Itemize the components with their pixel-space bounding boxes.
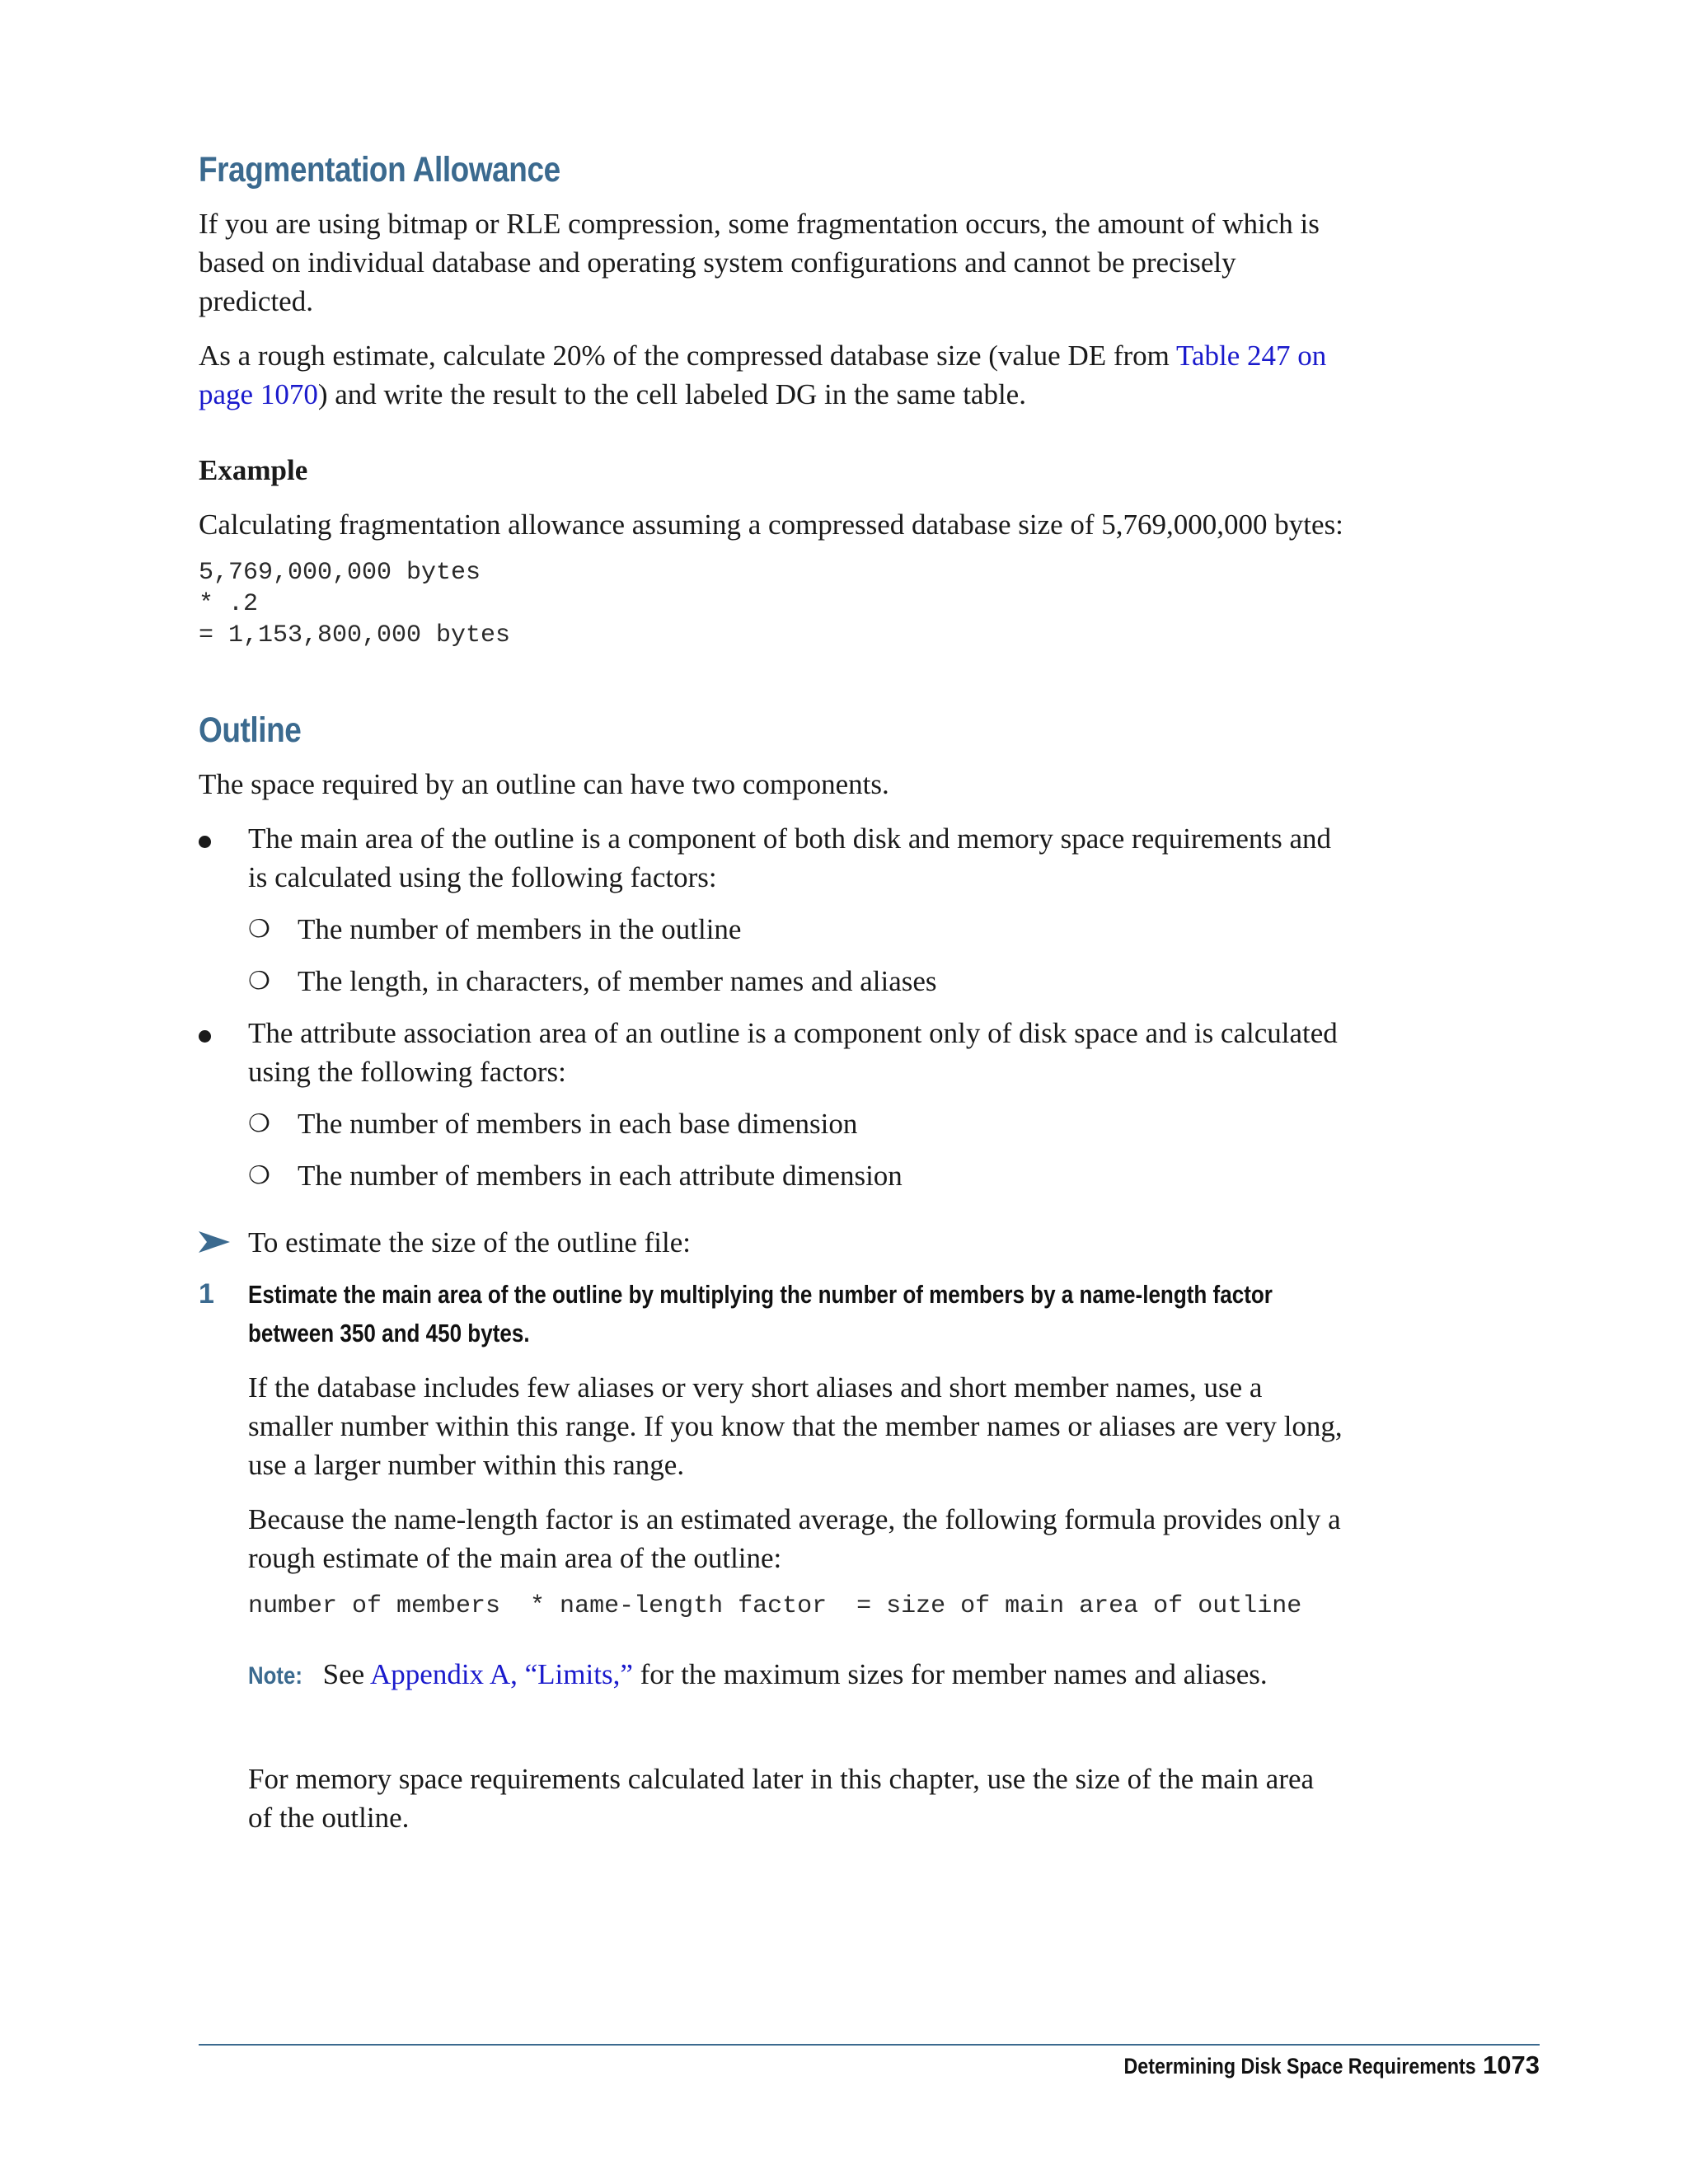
sub-list-item [199,1156,1344,1195]
bullet-text: The attribute association area of an outline is a component only of disk space and is calculated using the following factors: [248,1017,1338,1088]
code-line: 5,769,000,000 bytes [199,559,481,587]
procedure-arrow-icon [199,1230,232,1254]
code-line: = 1,153,800,000 bytes [199,621,511,649]
page-content [199,147,1344,1837]
fragmentation-paragraph-2-start: As a rough estimate, calculate 20% of the compressed database size (value DE from [199,340,1177,372]
bullet-text: The main area of the outline is a component of both disk and memory space requirements and is calculated using the following factors: [248,823,1332,893]
step-instruction: Estimate the main area of the outline by multiplying the number of members by a name-length factor between 350 and 450 bytes. [248,1280,1273,1347]
example-code-block [199,557,1344,651]
procedure-intro-text: To estimate the size of the outline file: [248,1226,691,1258]
table-247-link[interactable]: Table 247 on page 1070 [199,340,1327,410]
step-paragraph-3: For memory space requirements calculated later in this chapter, use the size of the main area of the outline. [248,1763,1315,1834]
formula-code: number of members * name-length factor = size of main area of outline [248,1592,1302,1620]
page-footer [1067,2050,1540,2080]
sub-list-item [199,962,1344,1001]
section-heading-outline: Outline [199,710,302,750]
sub-list-item [199,910,1344,949]
example-heading: Example [199,454,308,486]
appendix-a-link[interactable]: Appendix A, “Limits,” [370,1658,633,1690]
page-number: 1073 [1483,2050,1540,2079]
note-label: Note: [248,1662,302,1690]
sub-item-text: The number of members in the outline [298,913,742,945]
note-text-start: See [322,1658,371,1690]
fragmentation-paragraph-1: If you are using bitmap or RLE compression, some fragmentation occurs, the amount of which is based on individual database and operating system configurations and cannot be precisely predicted. [199,208,1320,317]
list-item [199,1014,1344,1091]
example-text: Calculating fragmentation allowance assuming a compressed database size of 5,769,000,000 bytes: [199,509,1343,541]
sub-item-text: The number of members in each attribute dimension [298,1160,903,1192]
open-circle-bullet-icon: ❍ [248,968,270,995]
list-item [199,819,1344,897]
code-line: * .2 [199,590,259,618]
footer-chapter-title: Determining Disk Space Requirements [1123,2054,1477,2079]
procedure-step-1 [199,1275,1344,1352]
step-number: 1 [199,1278,214,1310]
procedure-intro [199,1223,1344,1262]
open-circle-bullet-icon: ❍ [248,1110,270,1137]
sub-list-item [199,1104,1344,1143]
note [248,1655,1344,1695]
section-heading-fragmentation: Fragmentation Allowance [199,150,560,190]
fragmentation-paragraph-2-end: ) and write the result to the cell labeled DG in the same table. [317,378,1026,410]
bullet-icon [199,1030,211,1043]
step-paragraph-1: If the database includes few aliases or very short aliases and short member names, use a smaller number within this range. If you know that the member names or aliases are very long, use a larger number within this range. [248,1371,1343,1481]
bullet-icon [199,836,211,848]
step-1-details [199,1368,1344,1837]
note-text-end: for the maximum sizes for member names and aliases. [632,1658,1268,1690]
step-paragraph-2: Because the name-length factor is an estimated average, the following formula provides only a rough estimate of the main area of the outline: [248,1503,1341,1574]
sub-item-text: The number of members in each base dimension [298,1108,858,1140]
outline-intro: The space required by an outline can have two components. [199,768,889,800]
footer-divider [199,2044,1540,2046]
fragmentation-paragraph-2 [199,336,1344,414]
sub-item-text: The length, in characters, of member names and aliases [298,965,937,997]
open-circle-bullet-icon: ❍ [248,916,270,943]
open-circle-bullet-icon: ❍ [248,1162,270,1189]
